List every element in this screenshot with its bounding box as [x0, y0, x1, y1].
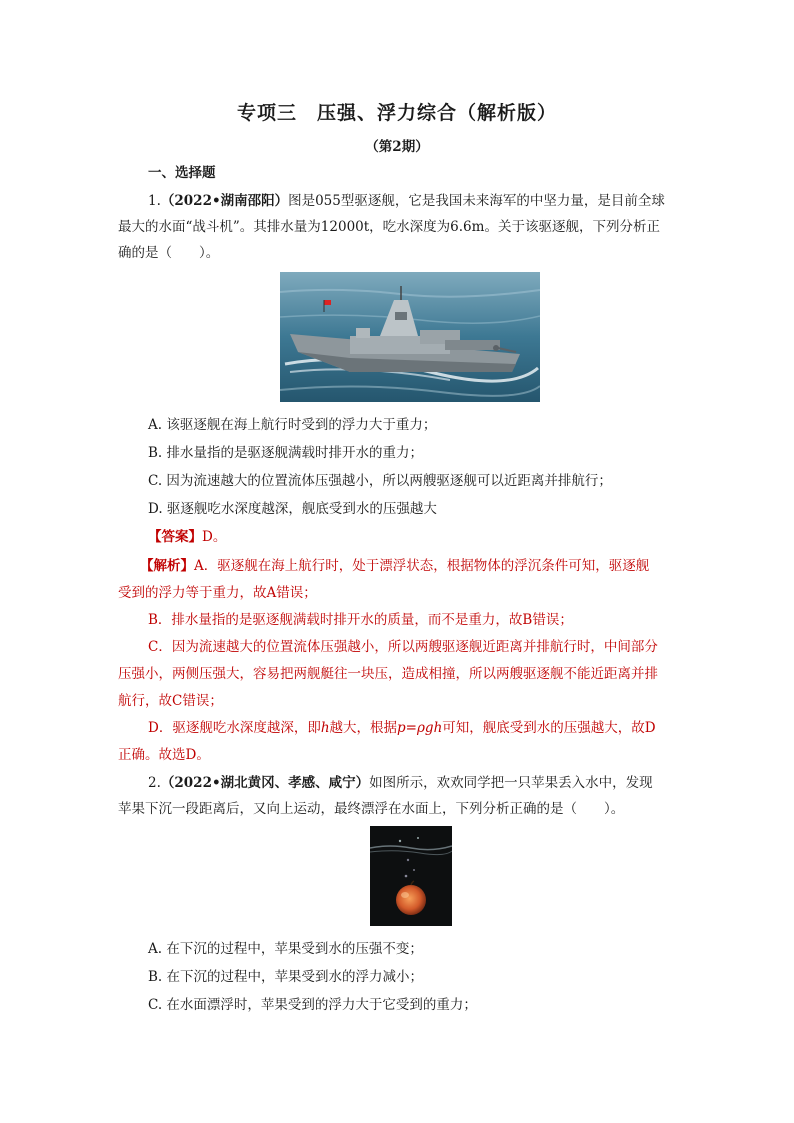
page-subtitle: （第2期）: [365, 139, 429, 155]
q1-stem-line2: 最大的水面“战斗机”。其排水量为12000t，吃水深度为6.6m。关于该驱逐舰，下列分析正: [118, 219, 660, 235]
q1-analysis-a-line1: [140, 557, 649, 575]
q1-analysis-c-line3: 航行，故C错误；: [118, 693, 223, 709]
q1-source: （2022•湖南邵阳）: [160, 193, 289, 209]
q1-option-b: B. 排水量指的是驱逐舰满载时排开水的重力；: [148, 445, 424, 461]
analysis-a-text: A．驱逐舰在海上航行时，处于漂浮状态，根据物体的浮沉条件可知，驱逐舰: [194, 558, 650, 574]
q1-analysis-c-line1: C．因为流速越大的位置流体压强越小，所以两艘驱逐舰近距离并排航行时，中间部分: [148, 639, 658, 655]
answer-tag: 【答案】: [148, 529, 202, 545]
q1-analysis-b-line1: B．排水量指的是驱逐舰满载时排开水的质量，而不是重力，故B错误；: [148, 612, 573, 628]
analysis-tag: 【解析】: [140, 558, 194, 574]
q1-option-c: C. 因为流速越大的位置流体压强越小，所以两艘驱逐舰可以近距离并排航行；: [148, 473, 612, 489]
analysis-d-text-b: 越大，根据: [329, 720, 398, 736]
destroyer-ship-image: [280, 272, 540, 402]
q2-source: （2022•湖北黄冈、孝感、咸宁）: [160, 775, 370, 791]
q1-analysis-a-line2: 受到的浮力等于重力，故A错误；: [118, 585, 317, 601]
q1-analysis-c-line2: 压强小，两侧压强大，容易把两舰艇往一块压，造成相撞，所以两艘驱逐舰不能近距离并排: [118, 666, 658, 682]
apple-in-water-image: [370, 826, 452, 926]
q2-option-a: A. 在下沉的过程中，苹果受到水的压强不变；: [148, 941, 423, 957]
q2-stem-line1: [148, 774, 653, 792]
analysis-d-symbol-h: h: [320, 720, 330, 736]
q1-option-d: D. 驱逐舰吃水深度越深，舰底受到水的压强越大: [148, 501, 437, 517]
q1-stem-line3: 确的是（ ）。: [118, 245, 220, 261]
q1-number: 1.: [148, 193, 161, 209]
analysis-d-text-c: 可知，舰底受到水的压强越大，故D: [442, 720, 656, 736]
q2-stem-line2: 苹果下沉一段距离后，又向上运动，最终漂浮在水面上，下列分析正确的是（ ）。: [118, 801, 625, 817]
section-heading: 一、选择题: [148, 165, 216, 181]
q1-stem-line1: [148, 192, 665, 210]
analysis-d-text-a: D．驱逐舰吃水深度越深，即: [148, 720, 321, 736]
q2-number: 2.: [148, 775, 161, 791]
q2-option-b: B. 在下沉的过程中，苹果受到水的浮力减小；: [148, 969, 424, 985]
analysis-d-formula: p=ρgh: [397, 720, 443, 736]
q1-stem-text: 图是055型驱逐舰，它是我国未来海军的中坚力量，是目前全球: [288, 193, 665, 209]
q1-analysis-d-line2: 正确。故选D。: [118, 747, 210, 763]
q1-analysis-d-line1: [148, 719, 656, 737]
q1-answer: [148, 528, 226, 546]
q2-stem-text: 如图所示，欢欢同学把一只苹果丢入水中，发现: [369, 775, 653, 791]
q2-option-c: C. 在水面漂浮时，苹果受到的浮力大于它受到的重力；: [148, 997, 477, 1013]
answer-text: D。: [202, 529, 227, 545]
page-title: 专项三 压强、浮力综合（解析版）: [236, 102, 557, 124]
q1-option-a: A. 该驱逐舰在海上航行时受到的浮力大于重力；: [148, 417, 437, 433]
